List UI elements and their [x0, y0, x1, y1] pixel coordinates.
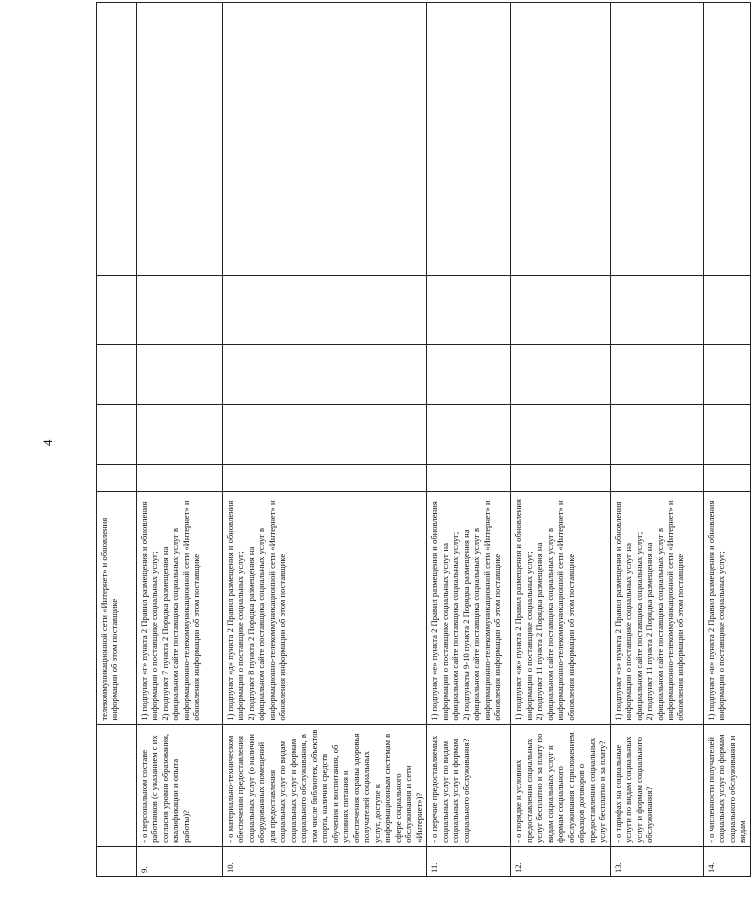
cell-empty: [427, 404, 511, 464]
cell-num: [97, 846, 137, 876]
requirement-item: 1) подпункт «ж» пункта 2 Правил размещения и обновления информации о поставщике социальных услуг;: [513, 499, 534, 721]
requirement-item: 2) подпункт 8 пункта 2 Порядка размещения на официальном сайте поставщика социальных услуг в информационно-телекоммуникационной сети «Интернет» и обновления информации об этом поставщике: [245, 500, 288, 721]
cell-empty: [511, 404, 610, 464]
row-number: 14.: [703, 846, 750, 876]
cell-empty: [610, 275, 703, 344]
row-requirements: [610, 491, 703, 724]
checklist-table: [96, 2, 751, 877]
cell-empty: [97, 465, 137, 492]
cell-empty: [610, 3, 703, 276]
cell-empty: [97, 3, 137, 276]
cell-empty: [137, 3, 223, 276]
cell-empty: [610, 344, 703, 404]
requirement-item: 1) подпункт «з» пункта 2 Правил размещения и обновления информации о поставщике социальных услуг на официальном сайте поставщика социальных услуг;: [612, 501, 644, 721]
page-number: 4: [40, 439, 55, 446]
requirement-item: 1) подпункт «д» пункта 2 Правил размещения и обновления информации о поставщике социальных услуг;: [225, 500, 246, 721]
cell-empty: [137, 465, 223, 492]
cell-empty: [223, 465, 427, 492]
requirement-item: 2) подпункты 9-10 пункта 2 Порядка размещения на официальном сайте поставщика социальных услуг в информационно-телекоммуникационной сети «Интернет» и обновления информации об этом поставщике: [460, 500, 503, 721]
cell-empty: [137, 275, 223, 344]
table-row: [511, 3, 610, 877]
cell-empty: [511, 344, 610, 404]
row-criterion: - о тарифах на социальные услуги по видам социальных услуг и формам социального обслуживания?: [610, 724, 703, 846]
requirement-item: 2) подпункт 7 пункта 2 Порядка размещения на официальном сайте поставщика социальных услуг в информационно-телекоммуникационной сети «Интернет» и обновления информации об этом поставщике: [159, 500, 202, 721]
cell-empty: [427, 275, 511, 344]
row-requirements: [427, 491, 511, 724]
cell-criterion: [97, 724, 137, 846]
cell-empty: [703, 3, 750, 276]
cell-empty: [223, 275, 427, 344]
table-row: [427, 3, 511, 877]
row-criterion: - о персональном составе работников (с указанием с их согласия уровня образования, квалификации и опыта работы)?: [137, 724, 223, 846]
cell-requirements: телекоммуникационной сети «Интернет» и обновления информации об этом поставщике: [97, 491, 137, 724]
cell-empty: [97, 404, 137, 464]
row-number: 11.: [427, 846, 511, 876]
requirement-item: 2) подпункт 11 пункта 2 Порядка размещения на официальном сайте поставщика социальных услуг в информационно-телекоммуникационной сети «Интернет» и обновления информации об этом поставщике: [644, 500, 686, 721]
cell-empty: [427, 3, 511, 276]
row-criterion: - о порядке и условиях предоставления социальных услуг бесплатно и за плату по видам социальных услуг и формам социального обслуживания с приложением образцов договоров о предоставлении социальных услуг бесплатно и за плату?: [511, 724, 610, 846]
row-criterion: - о перечне предоставляемых социальных услуг по видам социальных услуг и формам социального обслуживания?: [427, 724, 511, 846]
cell-empty: [427, 465, 511, 492]
cell-empty: [137, 344, 223, 404]
cell-empty: [703, 465, 750, 492]
cell-empty: [703, 344, 750, 404]
cell-empty: [511, 465, 610, 492]
cell-empty: [97, 275, 137, 344]
cell-empty: [427, 344, 511, 404]
cell-empty: [610, 465, 703, 492]
cell-empty: [223, 344, 427, 404]
row-number: 9.: [137, 846, 223, 876]
cell-empty: [610, 404, 703, 464]
cell-empty: [223, 404, 427, 464]
requirement-item: 1) подпункт «г» пункта 2 Правил размещения и обновления информации о поставщике социальных услуг;: [139, 501, 160, 721]
table-row: [137, 3, 223, 877]
row-number: 12.: [511, 846, 610, 876]
row-requirements: [511, 491, 610, 724]
cell-empty: [137, 404, 223, 464]
checklist-table-rotated: [96, 2, 748, 877]
row-requirements: [703, 491, 750, 724]
cell-empty: [511, 3, 610, 276]
cell-empty: [703, 275, 750, 344]
requirement-item: 2) подпункт 11 пункта 2 Порядка размещения на официальном сайте поставщика социальных услуг в информационно-телекоммуникационной сети «Интернет» и обновления информации об этом поставщике: [534, 500, 576, 721]
table-row: [703, 3, 750, 877]
table-row-continued: [97, 3, 137, 877]
cell-empty: [97, 344, 137, 404]
table-row: [610, 3, 703, 877]
row-requirements: [137, 491, 223, 724]
requirement-item: 1) подпункт «е» пункта 2 Правил размещения и обновления информации о поставщике социальных услуг на официальном сайте поставщика социальных услуг;: [429, 501, 461, 721]
table-row: [223, 3, 427, 877]
row-number: 10.: [223, 846, 427, 876]
row-criterion: - о материально-техническом обеспечении предоставления социальных услуг (о наличии оборудованных помещений для предоставления социальных услуг по видам социальных услуг и формам социального обслуживания, в том числе библиотек, объектов спорта, наличия средств обучения и воспитания, об условиях питания и обеспечения охраны здоровья получателей социальных услуг, доступе к информационным системам в сфере социального обслуживания и сети «Интернет»)?: [223, 724, 427, 846]
row-criterion: - о численности получателей социальных услуг по формам социального обслуживания и видам: [703, 724, 750, 846]
row-requirements: [223, 491, 427, 724]
cell-empty: [223, 3, 427, 276]
requirement-item: 1) подпункт «и» пункта 2 Правил размещения и обновления информации о поставщике социальных услуг;: [705, 500, 727, 721]
cell-empty: [511, 275, 610, 344]
row-number: 13.: [610, 846, 703, 876]
cell-empty: [703, 404, 750, 464]
